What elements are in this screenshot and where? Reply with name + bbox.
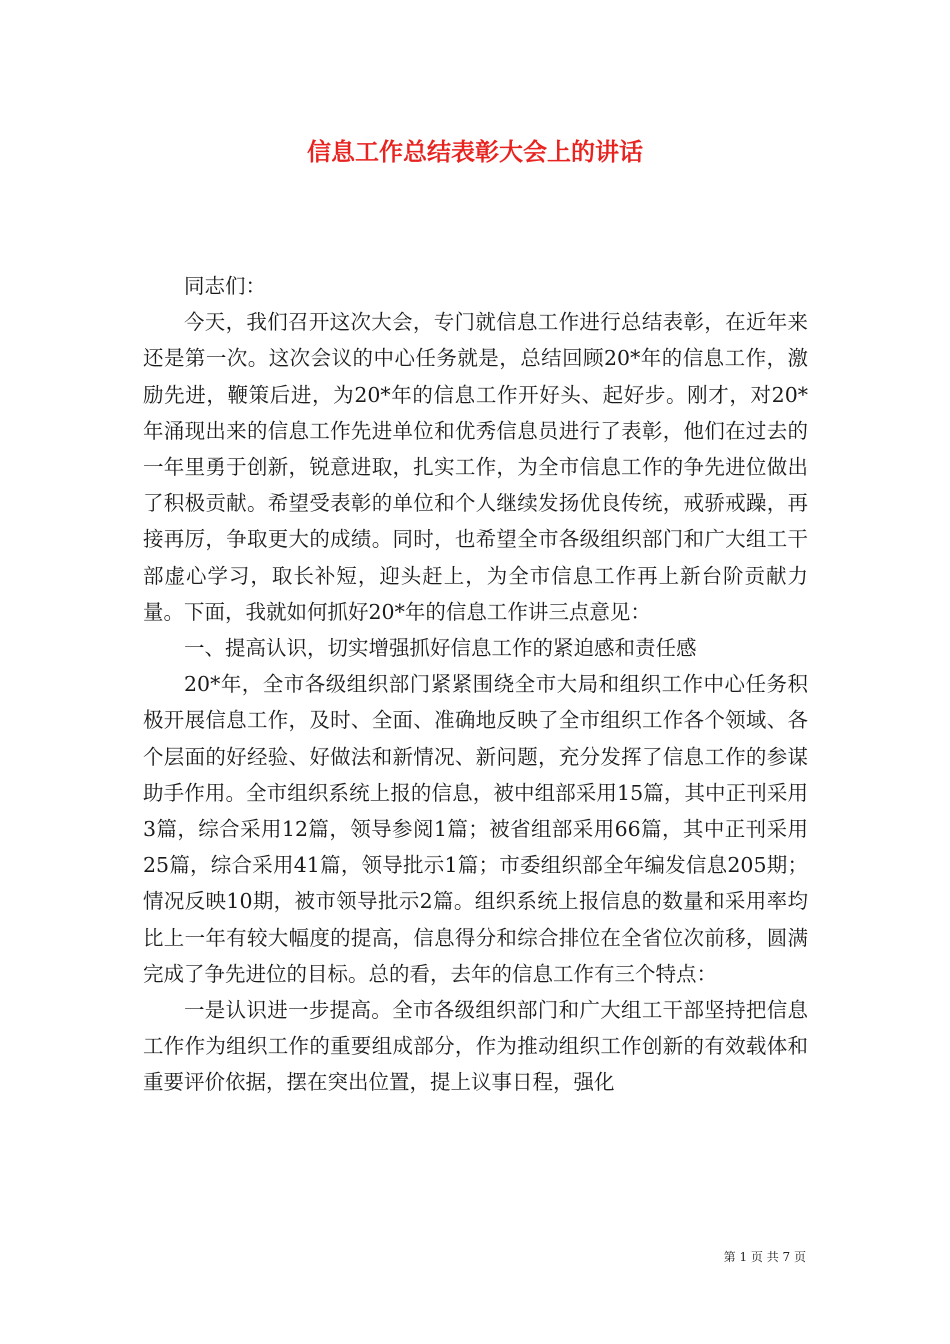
- page-number-footer: 第 1 页 共 7 页: [723, 1250, 806, 1264]
- paragraph-intro: 今天，我们召开这次大会，专门就信息工作进行总结表彰，在近年来还是第一次。这次会议的中心任务就是，总结回顾20*年的信息工作，激励先进，鞭策后进，为20*年的信息工作开好头、起好步。刚才，对20*年涌现出来的信息工作先进单位和优秀信息员进行了表彰，他们在过去的一年里勇于创新，锐意进取，扎实工作，为全市信息工作的争先进位做出了积极贡献。希望受表彰的单位和个人继续发扬优良传统，戒骄戒躁，再接再厉，争取更大的成绩。同时，也希望全市各级组织部门和广大组工干部虚心学习，取长补短，迎头赶上，为全市信息工作再上新台阶贡献力量。下面，我就如何抓好20*年的信息工作讲三点意见：: [143, 310, 808, 624]
- paragraph-salutation: 同志们：: [184, 274, 266, 298]
- paragraph-summary: 20*年，全市各级组织部门紧紧围绕全市大局和组织工作中心任务积极开展信息工作，及时、全面、准确地反映了全市组织工作各个领域、各个层面的好经验、好做法和新情况、新问题，充分发挥了信息工作的参谋助手作用。全市组织系统上报的信息，被中组部采用15篇，其中正刊采用3篇，综合采用12篇，领导参阅1篇；被省组部采用66篇，其中正刊采用25篇，综合采用41篇，领导批示1篇；市委组织部全年编发信息205期；情况反映10期，被市领导批示2篇。组织系统上报信息的数量和采用率均比上一年有较大幅度的提高，信息得分和综合排位在全省位次前移，圆满完成了争先进位的目标。总的看，去年的信息工作有三个特点：: [143, 672, 808, 986]
- document-body: [143, 268, 808, 1101]
- paragraph-point-1: 一是认识进一步提高。全市各级组织部门和广大组工干部坚持把信息工作作为组织工作的重要组成部分，作为推动组织工作创新的有效载体和重要评价依据，摆在突出位置，提上议事日程，强化: [143, 998, 808, 1095]
- section-heading-1: 一、提高认识，切实增强抓好信息工作的紧迫感和责任感: [184, 636, 697, 661]
- document-title: 信息工作总结表彰大会上的讲话: [307, 137, 643, 166]
